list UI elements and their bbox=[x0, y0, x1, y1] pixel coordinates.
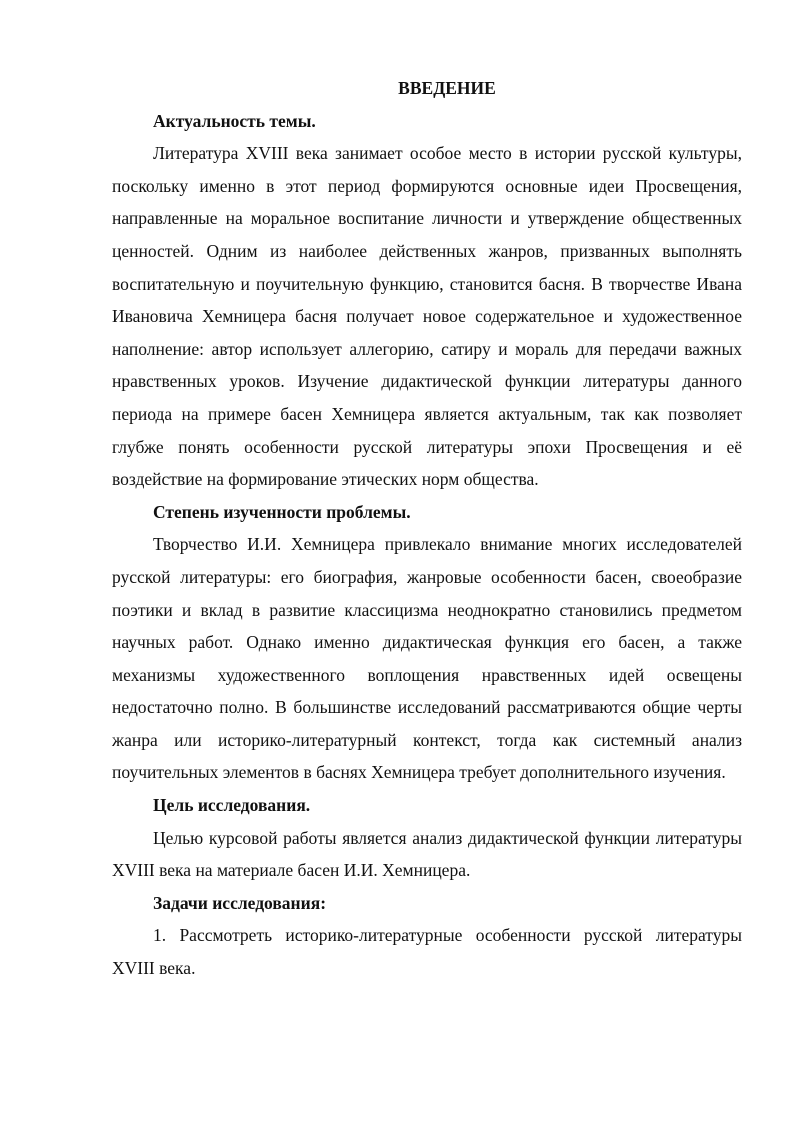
page-content bbox=[112, 72, 742, 985]
section-heading-study-degree: Степень изученности проблемы. bbox=[153, 501, 411, 522]
section-heading-tasks: Задачи исследования: bbox=[153, 892, 327, 913]
paragraph-relevance: Литература XVIII века занимает особое место в истории русской культуры, поскольку именно в этот период формируются основные идеи Просвещения, направленные на моральное воспитание личности и утверждение общественных ценностей. Одним из наиболее действенных жанров, призванных выполнять воспитательную и поучительную функцию, становится басня. В творчестве Ивана Ивановича Хемницера басня получает новое содержательное и художественное наполнение: автор использует аллегорию, сатиру и мораль для передачи важных нравственных уроков. Изучение дидактической функции литературы данного периода на примере басен Хемницера является актуальным, так как позволяет глубже понять особенности русской литературы эпохи Просвещения и её воздействие на формирование этических норм общества. bbox=[112, 143, 742, 490]
section-heading-relevance: Актуальность темы. bbox=[153, 110, 316, 131]
paragraph-goal: Целью курсовой работы является анализ дидактической функции литературы XVIII века на материале басен И.И. Хемницера. bbox=[112, 827, 742, 881]
section-heading-goal: Цель исследования. bbox=[153, 795, 311, 816]
task-item-1: 1. Рассмотреть историко-литературные особенности русской литературы XVIII века. bbox=[112, 925, 742, 979]
page-title: ВВЕДЕНИЕ bbox=[398, 78, 496, 98]
paragraph-study-degree: Творчество И.И. Хемницера привлекало внимание многих исследователей русской литературы: его биография, жанровые особенности басен, своеобразие поэтики и вклад в развитие классицизма неоднократно становились предметом научных работ. Однако именно дидактическая функция его басен, а также механизмы художественного воплощения нравственных идей освещены недостаточно полно. В большинстве исследований рассматриваются общие черты жанра или историко-литературный контекст, тогда как системный анализ поучительных элементов в баснях Хемницера требует дополнительного изучения. bbox=[112, 534, 742, 783]
